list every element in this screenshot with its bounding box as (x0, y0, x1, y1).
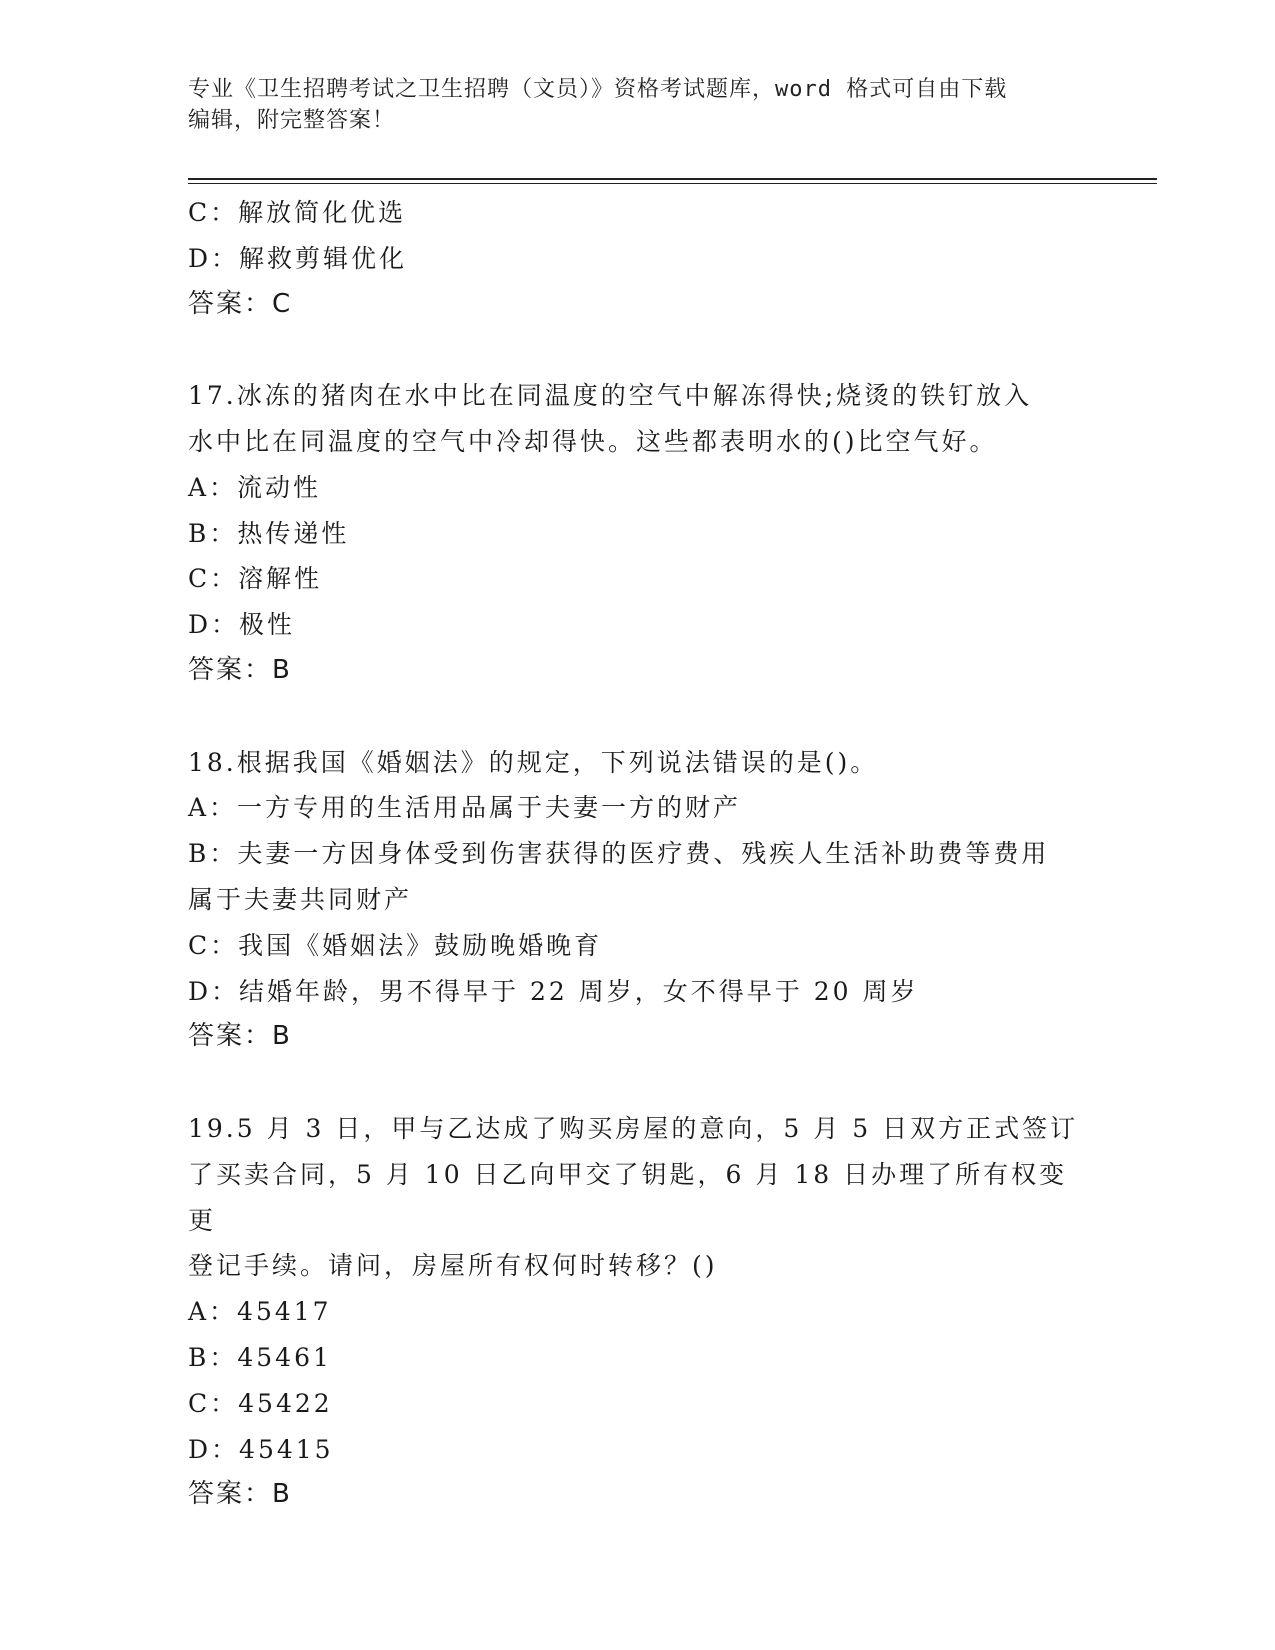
header-title-line-2: 编辑，附完整答案！ (188, 108, 396, 133)
option-d: D：45415 (188, 1434, 334, 1464)
option-b: B：夫妻一方因身体受到伤害获得的医疗费、残疾人生活补助费等费用 (188, 839, 1050, 869)
option-c: C：45422 (188, 1388, 333, 1418)
question-17 (188, 373, 1088, 694)
answer-line: 答案：C (188, 288, 293, 319)
option-d: D：解救剪辑优化 (188, 243, 408, 273)
answer-line: 答案：B (188, 654, 292, 685)
header-divider-thin (188, 183, 1157, 184)
option-d: D：极性 (188, 610, 296, 640)
answer-line: 答案：B (188, 1479, 292, 1510)
header-title-line-1: 专业《卫生招聘考试之卫生招聘（文员）》资格考试题库，word 格式可自由下载 (188, 77, 1008, 102)
prev-question-block (188, 190, 1088, 327)
spacer (188, 694, 1088, 740)
question-stem: 17.冰冻的猪肉在水中比在同温度的空气中解冻得快;烧烫的铁钉放入 (188, 381, 1033, 411)
header-divider-thick (188, 178, 1157, 180)
question-stem: 19.5 月 3 日，甲与乙达成了购买房屋的意向，5 月 5 日双方正式签订 (188, 1113, 1079, 1143)
question-stem: 水中比在同温度的空气中冷却得快。这些都表明水的()比空气好。 (188, 426, 998, 456)
question-stem: 了买卖合同，5 月 10 日乙向甲交了钥匙，6 月 18 日办理了所有权变更 (188, 1159, 1068, 1235)
spacer (188, 327, 1088, 373)
option-b: B：热传递性 (188, 518, 350, 548)
answer-line: 答案：B (188, 1021, 292, 1052)
option-a: A：45417 (188, 1297, 332, 1327)
option-b: B：45461 (188, 1342, 332, 1372)
option-a: A：一方专用的生活用品属于夫妻一方的财产 (188, 793, 742, 823)
question-19 (188, 1106, 1088, 1518)
option-c: C：我国《婚姻法》鼓励晚婚晚育 (188, 930, 603, 960)
spacer (188, 1060, 1088, 1106)
option-c: C：溶解性 (188, 564, 323, 594)
document-body (188, 190, 1088, 1518)
option-d: D：结婚年龄，男不得早于 22 周岁，女不得早于 20 周岁 (188, 976, 919, 1006)
question-18 (188, 740, 1088, 1061)
option-b-continued: 属于夫妻共同财产 (188, 884, 413, 914)
page-header (188, 74, 1088, 136)
question-stem: 18.根据我国《婚姻法》的规定，下列说法错误的是()。 (188, 747, 879, 777)
option-a: A：流动性 (188, 472, 322, 502)
question-stem: 登记手续。请问，房屋所有权何时转移？() (188, 1251, 718, 1281)
option-c: C：解放简化优选 (188, 198, 407, 227)
